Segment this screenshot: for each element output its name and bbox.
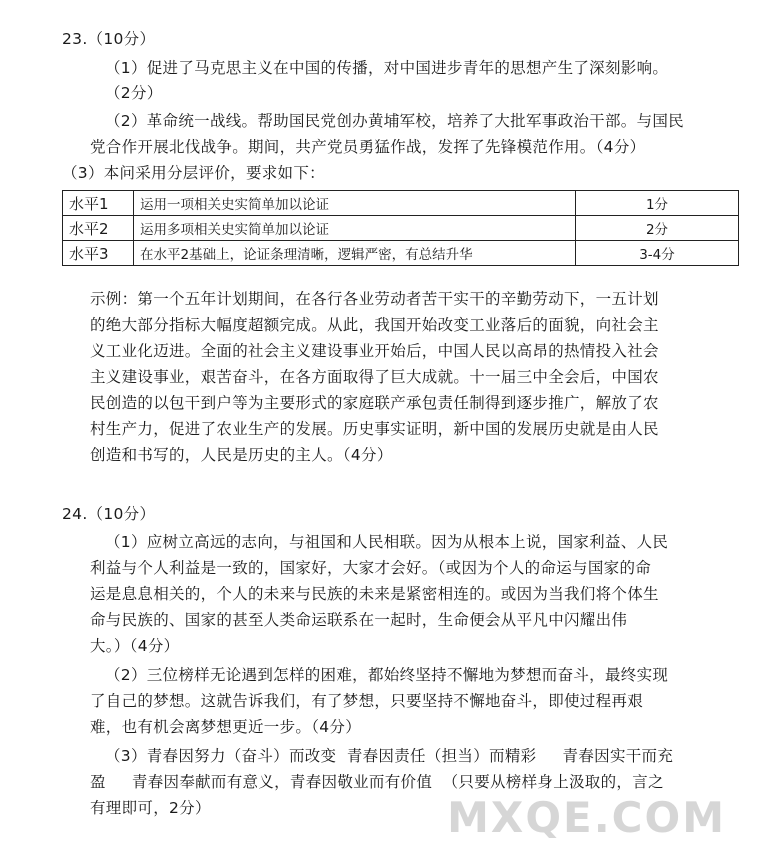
- table-row: [63, 216, 739, 241]
- table-row: [63, 191, 739, 216]
- q24-answer-1-line: （1）应树立高远的志向，与祖国和人民相联。因为从根本上说，国家利益、人民: [105, 533, 669, 551]
- q23-example-line: 示例：第一个五年计划期间，在各行各业劳动者苦干实干的辛勤劳动下，一五计划: [90, 290, 659, 308]
- q24-answer-3-line: （3）青春因努力（奋斗）而改变 青春因责任（担当）而精彩 青春因实干而充: [105, 747, 674, 765]
- level-cell: 水平3: [63, 241, 134, 266]
- q24-answer-1-line: 利益与个人利益是一致的，国家好，大家才会好。（或因为个人的命运与国家的命: [90, 559, 652, 577]
- q23-answer-3-intro: （3）本问采用分层评价，要求如下：: [62, 164, 325, 182]
- level-cell: 水平1: [63, 191, 134, 216]
- q23-answer-2-line2: 党合作开展北伐战争。期间，共产党员勇猛作战，发挥了先锋模范作用。（4分）: [90, 138, 646, 156]
- q24-answer-3-line: 有理即可，2分）: [90, 799, 211, 817]
- q23-answer-1: （1）促进了马克思主义在中国的传播，对中国进步青年的思想产生了深刻影响。: [105, 59, 669, 77]
- watermark-logo: MXQE.COM: [447, 793, 726, 842]
- q24-answer-1-line: 运是息息相关的，个人的未来与民族的未来是紧密相连的。或因为当我们将个体生: [90, 585, 659, 603]
- q23-example-line: 村生产力，促进了农业生产的发展。历史事实证明，新中国的发展历史就是由人民: [90, 420, 659, 438]
- q24-answer-1-line: 大。）（4分）: [90, 637, 180, 655]
- table-row: [63, 241, 739, 266]
- q24-answer-1-line: 命与民族的、国家的甚至人类命运联系在一起时，生命便会从平凡中闪耀出伟: [90, 611, 628, 629]
- q23-header: 23.（10分）: [62, 30, 156, 48]
- q23-answer-2-line1: （2）革命统一战线。帮助国民党创办黄埔军校，培养了大批军事政治干部。与国民: [105, 112, 684, 130]
- score-cell: 2分: [576, 216, 739, 241]
- q24-answer-2-line: 难，也有机会离梦想更近一步。（4分）: [90, 718, 362, 736]
- grading-table: [62, 190, 739, 266]
- q23-example-line: 主义建设事业，艰苦奋斗，在各方面取得了巨大成就。十一届三中全会后，中国农: [90, 368, 659, 386]
- q24-answer-2-line: （2）三位榜样无论遇到怎样的困难，都始终坚持不懈地为梦想而奋斗，最终实现: [105, 666, 669, 684]
- description-cell: 运用多项相关史实简单加以论证: [134, 216, 576, 241]
- description-cell: 运用一项相关史实简单加以论证: [134, 191, 576, 216]
- score-cell: 3-4分: [576, 241, 739, 266]
- q23-example-line: 创造和书写的，人民是历史的主人。（4分）: [90, 446, 393, 464]
- q23-example-line: 民创造的以包干到户等为主要形式的家庭联产承包责任制得到逐步推广，解放了农: [90, 394, 659, 412]
- score-cell: 1分: [576, 191, 739, 216]
- level-cell: 水平2: [63, 216, 134, 241]
- q24-header: 24.（10分）: [62, 505, 156, 523]
- q23-example-line: 的绝大部分指标大幅度超额完成。从此，我国开始改变工业落后的面貌，向社会主: [90, 316, 659, 334]
- q24-answer-2-line: 了自己的梦想。这就告诉我们，有了梦想，只要坚持不懈地奋斗，即使过程再艰: [90, 692, 644, 710]
- q24-answer-3-line: 盈 青春因奉献而有意义，青春因敬业而有价值 （只要从榜样身上汲取的，言之: [90, 773, 664, 791]
- description-cell: 在水平2基础上，论证条理清晰，逻辑严密，有总结升华: [134, 241, 576, 266]
- q23-answer-1-score: （2分）: [105, 84, 163, 102]
- q23-example-line: 义工业化迈进。全面的社会主义建设事业开始后，中国人民以高昂的热情投入社会: [90, 342, 659, 360]
